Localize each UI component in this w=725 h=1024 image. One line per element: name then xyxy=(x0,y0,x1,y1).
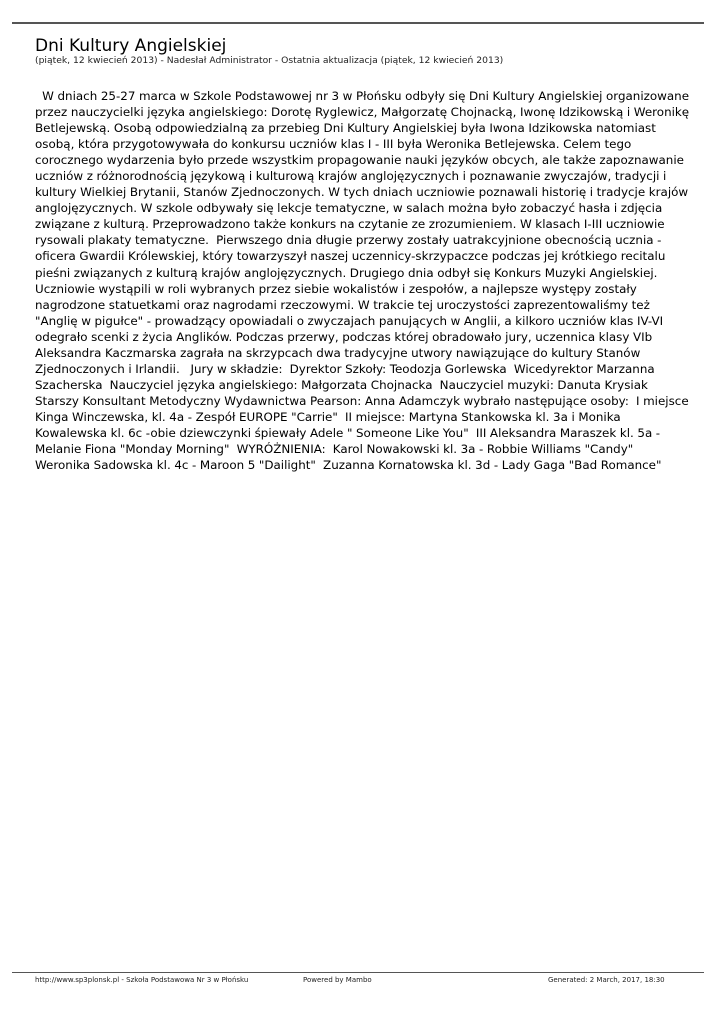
article-title: Dni Kultury Angielskiej xyxy=(35,36,227,56)
footer-site-link[interactable]: http://www.sp3plonsk.pl - Szkoła Podstawowa Nr 3 w Płońsku xyxy=(35,976,249,984)
article-meta: (piątek, 12 kwiecień 2013) - Nadesłał Administrator - Ostatnia aktualizacja (piątek, 12 kwiecień 2013) xyxy=(35,55,504,66)
footer-generated-date: Generated: 2 March, 2017, 18:30 xyxy=(548,976,665,984)
footer-divider xyxy=(12,972,704,973)
footer-powered-by: Powered by Mambo xyxy=(303,976,372,984)
header-divider xyxy=(12,22,704,24)
article-body: W dniach 25-27 marca w Szkole Podstawowej nr 3 w Płońsku odbyły się Dni Kultury Angielskiej organizowane przez nauczycielki języka angielskiego: Dorotę Ryglewicz, Małgorzatę Chojnacką, Iwonę Idzikowską i Weronikę Betlejewską. Osobą odpowiedzialną za przebieg Dni Kultury Angielskiej była Iwona Idzikowska natomiast osobą, która przygotowywała do konkursu uczniów klas I - III była Weronika Betlejewska. Celem tego corocznego wydarzenia było przede wszystkim propagowanie nauki języków obcych, ale także zapoznawanie uczniów z różnorodnością językową i kulturową krajów anglojęzycznych i poznawanie zwyczajów, tradycji i kultury Wielkiej Brytanii, Stanów Zjednoczonych. W tych dniach uczniowie poznawali historię i tradycje krajów anglojęzycznych. W szkole odbywały się lekcje tematyczne, w salach można było zobaczyć hasła i zdjęcia związane z kulturą. Przeprowadzono także konkurs na czytanie ze zrozumieniem. W klasach I-III uczniowie rysowali plakaty tematyczne. Pierwszego dnia długie przerwy zostały uatrakcyjnione obecnością ucznia - oficera Gwardii Królewskiej, który towarzyszył naszej uczennicy-skrzypaczce podczas jej krótkiego recitalu pieśni związanych z kulturą krajów anglojęzycznych. Drugiego dnia odbył się Konkurs Muzyki Angielskiej. Uczniowie wystąpili w roli wybranych przez siebie wokalistów i zespołów, a najlepsze występy zostały nagrodzone statuetkami oraz nagrodami rzeczowymi. W trakcie tej uroczystości zaprezentowaliśmy też "Anglię w pigułce" - prowadzący opowiadali o zwyczajach panujących w Anglii, a kilkoro uczniów klas IV-VI odegrało scenki z życia Anglików. Podczas przerwy, podczas której obradowało jury, uczennica klasy VIb Aleksandra Kaczmarska zagrała na skrzypcach dwa tradycyjne utwory nawiązujące do kultury Stanów Zjednoczonych i Irlandii. Jury w składzie: Dyrektor Szkoły: Teodozja Gorlewska Wicedyrektor Marzanna Szacherska Nauczyciel języka angielskiego: Małgorzata Chojnacka Nauczyciel muzyki: Danuta Krysiak Starszy Konsultant Metodyczny Wydawnictwa Pearson: Anna Adamczyk wybrało następujące osoby: I miejsce Kinga Winczewska, kl. 4a - Zespół EUROPE "Carrie" II miejsce: Martyna Stankowska kl. 3a i Monika Kowalewska kl. 6c -obie dziewczynki śpiewały Adele " Someone Like You" III Aleksandra Maraszek kl. 5a - Melanie Fiona "Monday Morning" WYRÓŻNIENIA: Karol Nowakowski kl. 3a - Robbie Williams "Candy" Weronika Sadowska kl. 4c - Maroon 5 "Dailight" Zuzanna Kornatowska kl. 3d - Lady Gaga "Bad Romance" xyxy=(35,89,696,473)
